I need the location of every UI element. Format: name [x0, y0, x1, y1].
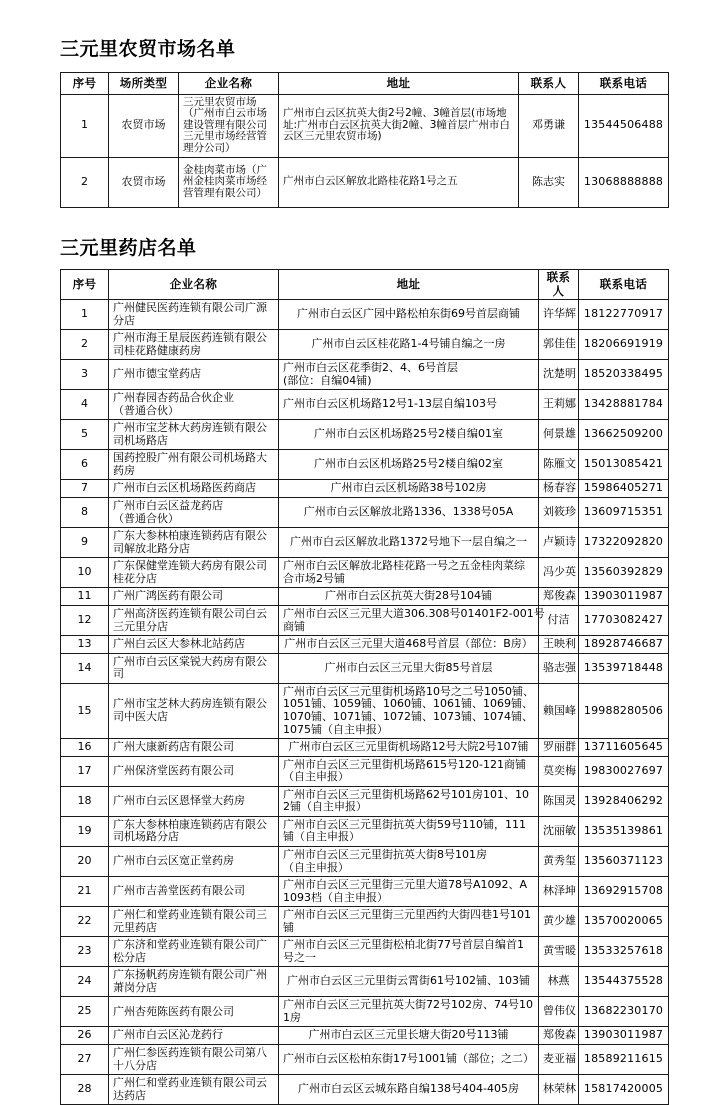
table-row: [61, 1027, 669, 1045]
cell-address: 广州市白云区三元里长塘大街20号113铺: [279, 1027, 539, 1045]
cell-phone: 13903011987: [579, 1027, 669, 1045]
cell-phone: 19988280506: [579, 683, 669, 738]
cell-index: 22: [61, 907, 109, 937]
table-row: [61, 756, 669, 786]
cell-phone: 15817420005: [579, 1075, 669, 1105]
cell-person: 王映利: [539, 636, 579, 654]
table-row: [61, 653, 669, 683]
cell-address: 广州市白云区三元里大街85号首层: [279, 653, 539, 683]
cell-phone: 13068888888: [579, 157, 669, 207]
cell-name: 广州健民医药连锁有限公司广源分店: [109, 299, 279, 329]
table-row: [61, 636, 669, 654]
cell-address: 广州市白云区三元里大道306.308号01401F2-001号商铺: [279, 606, 539, 636]
cell-person: 曾伟仪: [539, 997, 579, 1027]
cell-person: 骆志强: [539, 653, 579, 683]
cell-phone: 17322092820: [579, 528, 669, 558]
cell-person: 冯少英: [539, 558, 579, 588]
cell-person: 陈国灵: [539, 786, 579, 816]
table-row: [61, 390, 669, 420]
cell-name: 广州杏苑陈医药有限公司: [109, 997, 279, 1027]
cell-index: 21: [61, 877, 109, 907]
cell-index: 13: [61, 636, 109, 654]
cell-index: 11: [61, 588, 109, 606]
cell-phone: 13662509200: [579, 420, 669, 450]
cell-phone: 13544506488: [579, 94, 669, 157]
cell-name: 广州保济堂医药有限公司: [109, 756, 279, 786]
cell-phone: 13544375528: [579, 967, 669, 997]
cell-type: 农贸市场: [109, 157, 179, 207]
cell-address: 广州市白云区三元里抗英大街72号102房、74号101房: [279, 997, 539, 1027]
section-market-list: [0, 0, 720, 208]
column-header-address: 地址: [279, 270, 539, 300]
cell-person: 郭佳佳: [539, 330, 579, 360]
cell-phone: 13928406292: [579, 786, 669, 816]
cell-name: 广东扬帆药房连锁有限公司广州萧岗分店: [109, 967, 279, 997]
cell-person: 何景雄: [539, 420, 579, 450]
cell-index: 15: [61, 683, 109, 738]
cell-person: 郑俊森: [539, 1027, 579, 1045]
cell-index: 24: [61, 967, 109, 997]
cell-person: 沈楚明: [539, 360, 579, 390]
cell-phone: 13560392829: [579, 558, 669, 588]
cell-phone: 18206691919: [579, 330, 669, 360]
cell-name: 广东大参林柏康连锁药店有限公司机场路分店: [109, 816, 279, 846]
cell-person: 付洁: [539, 606, 579, 636]
cell-phone: 17703082427: [579, 606, 669, 636]
cell-phone: 13609715351: [579, 498, 669, 528]
cell-address: 广州市白云区三元里街三元里西约大街四巷1号101铺: [279, 907, 539, 937]
cell-address: 广州市白云区云城东路自编138号404-405房: [279, 1075, 539, 1105]
cell-name: 广东保健堂连锁大药房有限公司桂花分店: [109, 558, 279, 588]
cell-phone: 13560371123: [579, 846, 669, 876]
cell-address: 广州市白云区三元里街松柏北街77号首层自编首1号之一: [279, 937, 539, 967]
cell-name: 金桂肉菜市场（广州金桂肉菜市场经营管理有限公司）: [179, 157, 279, 207]
cell-person: 杨春容: [539, 480, 579, 498]
cell-name: 广州仁和堂药业连锁有限公司云达药店: [109, 1075, 279, 1105]
table-row: [61, 907, 669, 937]
cell-address: 广州市白云区松柏东街17号1001铺（部位；之二）: [279, 1045, 539, 1075]
cell-person: 陈志实: [519, 157, 579, 207]
cell-index: 2: [61, 157, 109, 207]
cell-person: 许华辉: [539, 299, 579, 329]
cell-index: 25: [61, 997, 109, 1027]
cell-person: 林荣林: [539, 1075, 579, 1105]
cell-index: 7: [61, 480, 109, 498]
cell-phone: 13535139861: [579, 816, 669, 846]
cell-name: 广州市德宝堂药店: [109, 360, 279, 390]
cell-address: 广州市白云区解放北路1372号地下一层自编之一: [279, 528, 539, 558]
cell-index: 2: [61, 330, 109, 360]
cell-name: 广州市白云区益龙药店 （普通合伙）: [109, 498, 279, 528]
cell-address: 广州市白云区解放北路桂花路一号之五金桂肉菜综合市场2号铺: [279, 558, 539, 588]
column-header-type: 场所类型: [109, 72, 179, 94]
cell-person: 邓勇谦: [519, 94, 579, 157]
cell-name: 广州高济医药连锁有限公司白云三元里分店: [109, 606, 279, 636]
cell-person: 黄少雄: [539, 907, 579, 937]
table-header-row: [61, 270, 669, 300]
table-row: [61, 588, 669, 606]
page-title-market: 三元里农贸市场名单: [60, 38, 236, 60]
cell-name: 广州市海王星辰医药连锁有限公司桂花路健康药房: [109, 330, 279, 360]
cell-index: 10: [61, 558, 109, 588]
cell-phone: 19830027697: [579, 756, 669, 786]
cell-index: 5: [61, 420, 109, 450]
cell-phone: 15986405271: [579, 480, 669, 498]
cell-address: 广州市白云区广园中路松柏东街69号首层商铺: [279, 299, 539, 329]
table-row: [61, 1075, 669, 1105]
pharmacy-table-head: [61, 270, 669, 300]
page-title-pharmacy: 三元里药店名单: [60, 236, 197, 259]
cell-address: 广州市白云区抗英大街2号2幢、3幢首层(市场地址:广州市白云区抗英大街2幢、3幢首层广州市白云区三元里农贸市场): [279, 94, 519, 157]
table-row: [61, 299, 669, 329]
cell-name: 三元里农贸市场（广州市白云市场建设管理有限公司三元里市场经营管理分公司）: [179, 94, 279, 157]
cell-name: 广东大参林柏康连锁药店有限公司解放北路分店: [109, 528, 279, 558]
table-row: [61, 786, 669, 816]
cell-address: 广州市白云区三元里街抗英大街8号101房 （自主申报）: [279, 846, 539, 876]
cell-address: 广州市白云区解放北路桂花路1号之五: [279, 157, 519, 207]
cell-phone: 13533257618: [579, 937, 669, 967]
cell-phone: 13903011987: [579, 588, 669, 606]
cell-name: 广东济和堂药业连锁有限公司广松分店: [109, 937, 279, 967]
cell-index: 9: [61, 528, 109, 558]
cell-name: 广州市白云区棠锐大药房有限公司: [109, 653, 279, 683]
cell-index: 17: [61, 756, 109, 786]
column-header-person: 联系人: [519, 72, 579, 94]
column-header-index: 序号: [61, 72, 109, 94]
table-row: [61, 480, 669, 498]
cell-person: 莫奕梅: [539, 756, 579, 786]
cell-address: 广州市白云区三元里街机场路615号120-121商铺（自主申报）: [279, 756, 539, 786]
table-header-row: [61, 72, 669, 94]
table-row: [61, 997, 669, 1027]
table-row: [61, 846, 669, 876]
market-table-body: [61, 94, 669, 207]
table-row: [61, 330, 669, 360]
cell-index: 8: [61, 498, 109, 528]
cell-name: 广州仁和堂药业连锁有限公司三元里药店: [109, 907, 279, 937]
cell-person: 林泽坤: [539, 877, 579, 907]
cell-index: 26: [61, 1027, 109, 1045]
table-row: [61, 937, 669, 967]
cell-name: 广州仁参医药连锁有限公司第八十八分店: [109, 1045, 279, 1075]
column-header-phone: 联系电话: [579, 72, 669, 94]
cell-person: 郑俊森: [539, 588, 579, 606]
cell-name: 广州春园杏药品合伙企业 （普通合伙）: [109, 390, 279, 420]
cell-phone: 18520338495: [579, 360, 669, 390]
cell-index: 23: [61, 937, 109, 967]
cell-name: 广州市白云区宽正堂药房: [109, 846, 279, 876]
cell-person: 刘筱珍: [539, 498, 579, 528]
cell-name: 广州市白云区恩怿堂大药房: [109, 786, 279, 816]
cell-person: 沈丽敏: [539, 816, 579, 846]
cell-address: 广州市白云区解放北路1336、1338号05A: [279, 498, 539, 528]
cell-address: 广州市白云区三元里街机场路62号101房101、102铺（自主申报）: [279, 786, 539, 816]
cell-index: 20: [61, 846, 109, 876]
cell-address: 广州市白云区三元里街抗英大街59号110铺，111铺（自主申报）: [279, 816, 539, 846]
table-row: [61, 498, 669, 528]
cell-index: 6: [61, 450, 109, 480]
cell-address: 广州市白云区花季街2、4、6号首层 (部位：自编04铺): [279, 360, 539, 390]
cell-phone: 13428881784: [579, 390, 669, 420]
cell-person: 赖国峰: [539, 683, 579, 738]
column-header-index: 序号: [61, 270, 109, 300]
cell-index: 12: [61, 606, 109, 636]
cell-phone: 13692915708: [579, 877, 669, 907]
column-header-name: 企业名称: [179, 72, 279, 94]
cell-phone: 13682230170: [579, 997, 669, 1027]
cell-person: 王莉娜: [539, 390, 579, 420]
section-pharmacy-list: [0, 208, 720, 1105]
table-row: [61, 157, 669, 207]
cell-name: 广州大康新药店有限公司: [109, 739, 279, 757]
market-table-head: [61, 72, 669, 94]
cell-person: 林燕: [539, 967, 579, 997]
cell-name: 广州市吉善堂医药有限公司: [109, 877, 279, 907]
table-row: [61, 877, 669, 907]
table-row: [61, 739, 669, 757]
table-row: [61, 360, 669, 390]
cell-index: 3: [61, 360, 109, 390]
market-table: [60, 72, 669, 208]
cell-phone: 13711605645: [579, 739, 669, 757]
cell-person: 黄雪暖: [539, 937, 579, 967]
cell-phone: 18928746687: [579, 636, 669, 654]
cell-address: 广州市白云区三元里街云霄街61号102铺、103铺: [279, 967, 539, 997]
cell-name: 广州市白云区沁龙药行: [109, 1027, 279, 1045]
cell-address: 广州市白云区三元里街三元里大道78号A1092、A1093档（自主申报）: [279, 877, 539, 907]
cell-index: 19: [61, 816, 109, 846]
cell-name: 广州市白云区机场路医药商店: [109, 480, 279, 498]
cell-name: 国药控股广州有限公司机场路大药房: [109, 450, 279, 480]
cell-person: 陈雁文: [539, 450, 579, 480]
cell-person: 卢颖诗: [539, 528, 579, 558]
table-row: [61, 94, 669, 157]
cell-address: 广州市白云区机场路25号2楼自编01室: [279, 420, 539, 450]
column-header-phone: 联系电话: [579, 270, 669, 300]
cell-index: 4: [61, 390, 109, 420]
cell-phone: 15013085421: [579, 450, 669, 480]
cell-phone: 13539718448: [579, 653, 669, 683]
table-row: [61, 967, 669, 997]
cell-address: 广州市白云区桂花路1-4号铺自编之一房: [279, 330, 539, 360]
cell-address: 广州市白云区机场路25号2楼自编02室: [279, 450, 539, 480]
cell-index: 14: [61, 653, 109, 683]
cell-name: 广州白云区大参林北站药店: [109, 636, 279, 654]
column-header-address: 地址: [279, 72, 519, 94]
cell-address: 广州市白云区机场路38号102房: [279, 480, 539, 498]
table-row: [61, 683, 669, 738]
cell-address: 广州市白云区三元里大道468号首层（部位：B房）: [279, 636, 539, 654]
cell-index: 27: [61, 1045, 109, 1075]
pharmacy-table: [60, 269, 669, 1105]
table-row: [61, 816, 669, 846]
table-row: [61, 450, 669, 480]
table-row: [61, 528, 669, 558]
cell-index: 16: [61, 739, 109, 757]
column-header-name: 企业名称: [109, 270, 279, 300]
cell-person: 黄秀玺: [539, 846, 579, 876]
table-row: [61, 1045, 669, 1075]
cell-index: 1: [61, 299, 109, 329]
pharmacy-table-body: [61, 299, 669, 1104]
cell-phone: 13570020065: [579, 907, 669, 937]
table-row: [61, 558, 669, 588]
table-row: [61, 420, 669, 450]
table-row: [61, 606, 669, 636]
column-header-person: 联系人: [539, 270, 579, 300]
cell-index: 28: [61, 1075, 109, 1105]
cell-name: 广州广鸿医药有限公司: [109, 588, 279, 606]
cell-name: 广州市宝芝林大药房连锁有限公司中医大店: [109, 683, 279, 738]
cell-index: 18: [61, 786, 109, 816]
cell-index: 1: [61, 94, 109, 157]
cell-address: 广州市白云区三元里街机场路10号之二号1050铺、1051铺、1059铺、1060铺、1061铺、1069铺、1070铺、1071铺、1072铺、1073铺、1074铺、1075铺（自主申报）: [279, 683, 539, 738]
cell-name: 广州市宝芝林大药房连锁有限公司机场路店: [109, 420, 279, 450]
cell-address: 广州市白云区抗英大街28号104铺: [279, 588, 539, 606]
cell-person: 麦亚福: [539, 1045, 579, 1075]
cell-phone: 18589211615: [579, 1045, 669, 1075]
cell-phone: 18122770917: [579, 299, 669, 329]
cell-address: 广州市白云区三元里街机场路12号大院2号107铺: [279, 739, 539, 757]
cell-person: 罗丽群: [539, 739, 579, 757]
cell-type: 农贸市场: [109, 94, 179, 157]
cell-address: 广州市白云区机场路12号1-13层自编103号: [279, 390, 539, 420]
